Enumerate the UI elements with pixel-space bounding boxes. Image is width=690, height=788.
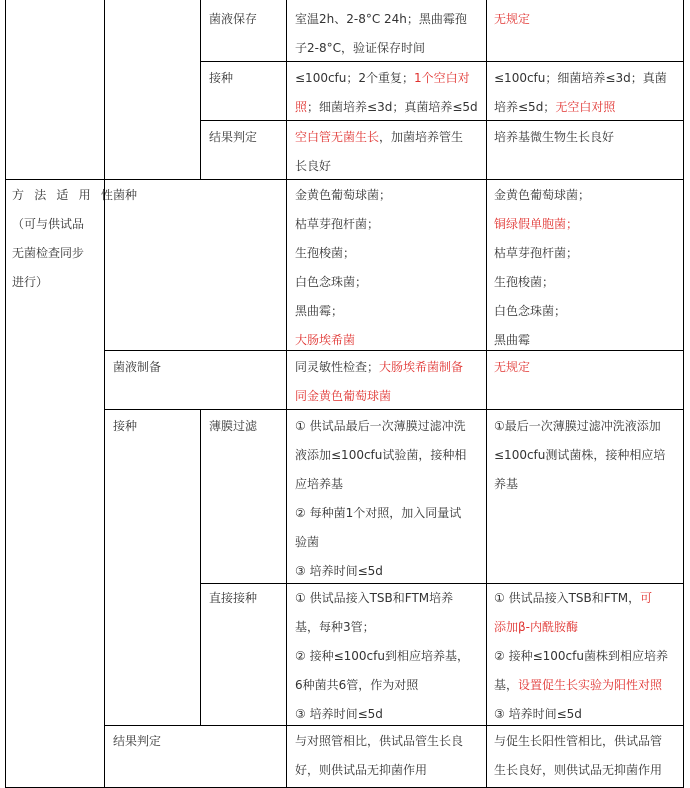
cell-text-line: [295, 756, 463, 785]
method-suitability-label-line: （可与供试品: [12, 217, 85, 231]
highlighted-text: 大肠埃希菌: [295, 333, 356, 347]
cell-text: 好，则供试品无抑菌作用: [295, 763, 428, 777]
cell-text-line: [295, 382, 463, 411]
result-top-col-a: [295, 123, 463, 181]
highlighted-text: 铜绿假单胞菌；: [494, 217, 579, 231]
highlighted-text: 可: [640, 591, 653, 605]
cell-text: 室温2h、2-8°C 24h；黑曲霉孢: [295, 12, 467, 26]
cell-text-line: [494, 5, 530, 34]
cell-text: 黑曲霉；: [295, 304, 344, 318]
cell-text-line: [494, 584, 668, 613]
cell-text-line: [494, 412, 665, 441]
inoculation-top-col-b: [494, 64, 667, 122]
cell-text-line: [295, 64, 478, 93]
cell-text-line: [295, 557, 466, 586]
cell-text-line: [295, 210, 391, 239]
cell-text: ，加菌培养管生: [379, 130, 464, 144]
cell-text-line: [295, 499, 466, 528]
cell-text-line: [295, 528, 466, 557]
cell-text-line: [494, 470, 665, 499]
cell-text: 验菌: [295, 535, 320, 549]
preparation-col-a: [295, 353, 463, 411]
cell-text: 培养基微生物生长良好: [494, 130, 615, 144]
cell-text: 金黄色葡萄球菌；: [295, 188, 392, 202]
strains-col-a: [295, 181, 391, 355]
cell-text: 与对照管相比，供试品管生长良: [295, 734, 464, 748]
cell-text-line: [494, 210, 590, 239]
cell-text-line: [295, 326, 391, 355]
strains-label: 菌种: [113, 188, 138, 202]
highlighted-text: 大肠埃希菌制备: [379, 360, 464, 374]
cell-text: 基，每种3管；: [295, 620, 375, 634]
grid-line: [200, 0, 201, 179]
cell-text: ① 供试品接入TSB和FTM，: [494, 591, 641, 605]
cell-text-line: [494, 326, 590, 355]
cell-text: 枯草芽孢杆菌；: [295, 217, 380, 231]
result-top-label: 结果判定: [209, 130, 258, 144]
cell-text: ≤100cfu；2个重复；: [295, 71, 415, 85]
membrane-filtration-col-b: [494, 412, 665, 499]
membrane-filtration-label: 薄膜过滤: [209, 419, 258, 433]
inoculation-top-col-a: [295, 64, 478, 122]
preparation-label: 菌液制备: [113, 360, 162, 374]
cell-text-line: [494, 239, 590, 268]
cell-text-line: [295, 671, 469, 700]
cell-text-line: [494, 727, 662, 756]
direct-inoculation-label: 直接接种: [209, 591, 258, 605]
grid-line: [286, 0, 287, 788]
method-suitability-label-line: 方 法 适 用 性: [12, 188, 117, 202]
grid-line: [104, 350, 684, 351]
cell-text: 子2-8°C，验证保存时间: [295, 41, 425, 55]
cell-text-line: [494, 297, 590, 326]
cell-text-line: [295, 584, 469, 613]
cell-text: 培养≤5d；: [494, 100, 556, 114]
cell-text-line: [494, 123, 614, 152]
cell-text: ② 每种菌1个对照，加入同量试: [295, 506, 462, 520]
cell-text-line: [494, 671, 668, 700]
highlighted-text: 无规定: [494, 12, 531, 26]
cell-text-line: [494, 441, 665, 470]
cell-text: ① 供试品接入TSB和FTM培养: [295, 591, 454, 605]
cell-text-line: [295, 353, 463, 382]
grid-line: [683, 0, 684, 788]
cell-text-line: [494, 756, 662, 785]
cell-text: ≤100cfu测试菌株，接种相应培: [494, 448, 666, 462]
cell-text-line: [295, 152, 463, 181]
cell-text-line: [295, 181, 391, 210]
cell-text-line: [295, 613, 469, 642]
cell-text-line: [494, 353, 530, 382]
strains-col-b: [494, 181, 590, 355]
cell-text: ①最后一次薄膜过滤冲洗液添加: [494, 419, 661, 433]
cell-text-line: [494, 268, 590, 297]
highlighted-text: 无规定: [494, 360, 531, 374]
inoculation-label: 接种: [113, 419, 138, 433]
grid-line: [5, 0, 6, 788]
cell-text: ≤100cfu；细菌培养≤3d；真菌: [494, 71, 667, 85]
cell-text: 6种菌共6管，作为对照: [295, 678, 419, 692]
cell-text: 生孢梭菌；: [494, 275, 555, 289]
cell-text-line: [494, 181, 590, 210]
cell-text: 生长良好，则供试品无抑菌作用: [494, 763, 663, 777]
cell-text-line: [295, 470, 466, 499]
cell-text-line: [295, 93, 478, 122]
result-top-col-b: [494, 123, 614, 152]
highlighted-text: 同金黄色葡萄球菌: [295, 389, 392, 403]
cell-text-line: [295, 412, 466, 441]
cell-text-line: [295, 123, 463, 152]
bacteria-storage-label: 菌液保存: [209, 12, 258, 26]
cell-text: 金黄色葡萄球菌；: [494, 188, 591, 202]
cell-text-line: [494, 613, 668, 642]
cell-text: ② 接种≤100cfu到相应培养基，: [295, 649, 469, 663]
cell-text-line: [295, 297, 391, 326]
cell-text: 白色念珠菌；: [295, 275, 368, 289]
cell-text: ① 供试品最后一次薄膜过滤冲洗: [295, 419, 466, 433]
highlighted-text: 无空白对照: [555, 100, 616, 114]
grid-line: [486, 0, 487, 788]
cell-text-line: [295, 441, 466, 470]
cell-text-line: [295, 727, 463, 756]
cell-text: ③ 培养时间≤5d: [494, 707, 582, 721]
cell-text: 长良好: [295, 159, 332, 173]
cell-text-line: [494, 642, 668, 671]
cell-text: ；细菌培养≤3d；真菌培养≤5d: [307, 100, 478, 114]
cell-text: 生孢梭菌；: [295, 246, 356, 260]
highlighted-text: 照: [295, 100, 308, 114]
inoculation-top-label: 接种: [209, 71, 234, 85]
cell-text: ② 接种≤100cfu菌株到相应培养: [494, 649, 668, 663]
cell-text: 基，: [494, 678, 519, 692]
highlighted-text: 设置促生长实验为阳性对照: [518, 678, 663, 692]
preparation-col-b: [494, 353, 530, 382]
cell-text: 应培养基: [295, 477, 344, 491]
cell-text: 白色念珠菌；: [494, 304, 567, 318]
result-label: 结果判定: [113, 734, 162, 748]
cell-text-line: [295, 34, 467, 63]
cell-text: 黑曲霉: [494, 333, 531, 347]
cell-text-line: [295, 268, 391, 297]
cell-text: ③ 培养时间≤5d: [295, 564, 383, 578]
cell-text: 与促生长阳性管相比，供试品管: [494, 734, 663, 748]
cell-text-line: [494, 64, 667, 93]
method-suitability-label: [12, 181, 116, 297]
method-suitability-label-line: 进行）: [12, 275, 49, 289]
cell-text-line: [295, 642, 469, 671]
cell-text: 养基: [494, 477, 519, 491]
method-suitability-label-line: 无菌检查同步: [12, 246, 85, 260]
highlighted-text: 添加β-内酰胺酶: [494, 620, 578, 634]
cell-text-line: [295, 5, 467, 34]
direct-inoculation-col-b: [494, 584, 668, 729]
cell-text-line: [295, 239, 391, 268]
cell-text-line: [494, 93, 667, 122]
result-col-b: [494, 727, 662, 785]
grid-line: [104, 0, 105, 788]
cell-text: ③ 培养时间≤5d: [295, 707, 383, 721]
direct-inoculation-col-a: [295, 584, 469, 729]
cell-text-line: [494, 700, 668, 729]
highlighted-text: 1个空白对: [414, 71, 470, 85]
cell-text: 液添加≤100cfu试验菌，接种相: [295, 448, 467, 462]
highlighted-text: 空白管无菌生长: [295, 130, 380, 144]
cell-text-line: [295, 700, 469, 729]
result-col-a: [295, 727, 463, 785]
bacteria-storage-col-b: [494, 5, 530, 34]
cell-text: 枯草芽孢杆菌；: [494, 246, 579, 260]
cell-text: 同灵敏性检查；: [295, 360, 380, 374]
membrane-filtration-col-a: [295, 412, 466, 586]
bacteria-storage-col-a: [295, 5, 467, 63]
grid-line: [200, 409, 201, 725]
